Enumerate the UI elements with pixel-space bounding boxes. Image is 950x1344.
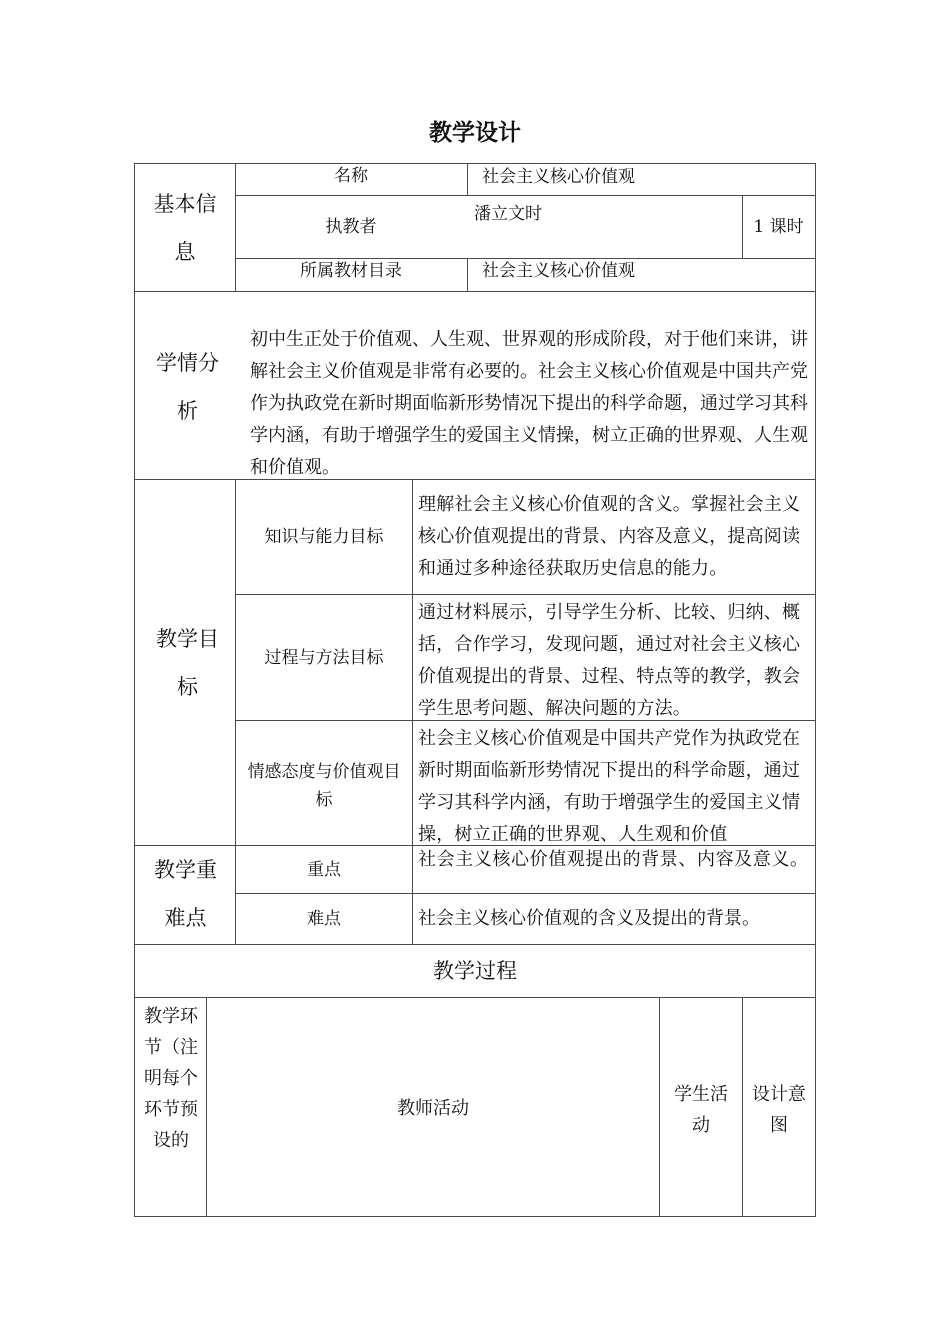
key-point-text: 社会主义核心价值观提出的背景、内容及意义。 <box>418 849 809 870</box>
learning-analysis-label: 学情分析 <box>156 351 219 423</box>
name-value: 社会主义核心价值观 <box>482 167 635 187</box>
name-label: 名称 <box>334 166 368 186</box>
teaching-goals-label: 教学目标 <box>156 627 219 699</box>
catalog-value: 社会主义核心价值观 <box>482 261 635 281</box>
lesson-count: 1 课时 <box>753 217 804 237</box>
difficult-point-label: 难点 <box>307 909 341 929</box>
process-header: 教学过程 <box>433 959 517 983</box>
learning-analysis-text: 初中生正处于价值观、人生观、世界观的形成阶段，对于他们来讲，讲解社会主义价值观是非常有必要的。社会主义核心价值观是中国共产党作为执政党在新时期面临新形势情况下提出的科学命题，通过学习其科学内涵，有助于增强学生的爱国主义情操，树立正确的世界观、人生观和价值观。 <box>250 329 808 478</box>
key-point-label: 重点 <box>307 859 341 880</box>
emotion-goal-label: 情感态度与价值观目标 <box>247 762 401 810</box>
teacher-activity-header: 教师活动 <box>397 1098 469 1119</box>
knowledge-goal-text: 理解社会主义核心价值观的含义。掌握社会主义核心价值观提出的背景、内容及意义，提高阅读和通过多种途径获取历史信息的能力。 <box>418 494 801 579</box>
page-title: 教学设计 <box>429 120 521 146</box>
knowledge-goal-label: 知识与能力目标 <box>264 527 384 547</box>
student-activity-header: 学生活动 <box>674 1084 728 1136</box>
executor-value: 潘立文时 <box>474 204 542 224</box>
executor-label: 执教者 <box>325 217 377 237</box>
stage-column-header: 教学环节（注明每个环节预设的 <box>144 1006 198 1151</box>
catalog-label: 所属教材目录 <box>300 261 402 281</box>
difficult-point-text: 社会主义核心价值观的含义及提出的背景。 <box>418 908 760 929</box>
emotion-goal-text: 社会主义核心价值观是中国共产党作为执政党在新时期面临新形势情况下提出的科学命题，通过学习其科学内涵，有助于增强学生的爱国主义情操，树立正确的世界观、人生观和价值 <box>418 728 801 845</box>
basic-info-label: 基本信息 <box>153 192 217 264</box>
key-points-label: 教学重难点 <box>154 858 217 930</box>
design-intent-header: 设计意图 <box>752 1084 806 1136</box>
process-goal-text: 通过材料展示，引导学生分析、比较、归纳、概括，合作学习，发现问题，通过对社会主义核心价值观提出的背景、过程、特点等的教学，教会学生思考问题、解决问题的方法。 <box>418 602 801 719</box>
process-goal-label: 过程与方法目标 <box>264 647 384 668</box>
